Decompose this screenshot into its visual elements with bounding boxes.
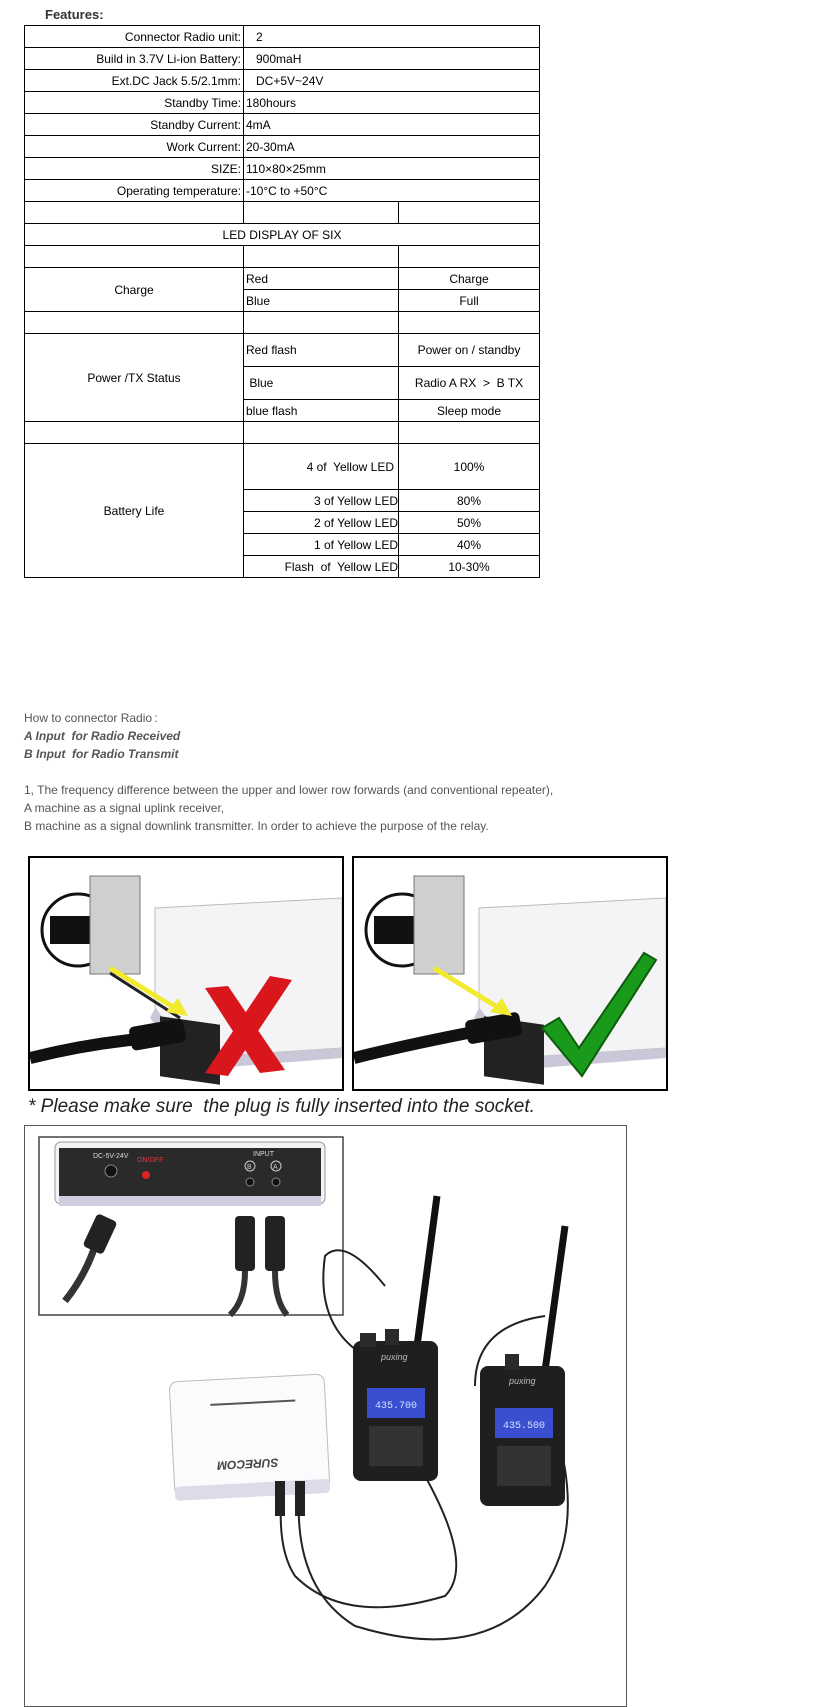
spec-label: SIZE: [25, 158, 244, 180]
led-title-row [25, 224, 540, 246]
correct-insertion-image [352, 856, 668, 1091]
spec-label: Connector Radio unit: [25, 26, 244, 48]
how-to-title: How to connector Radio : [24, 711, 158, 725]
led-color: 2 of Yellow LED [244, 512, 399, 534]
led-meaning: Full [399, 290, 540, 312]
led-meaning: Charge [399, 268, 540, 290]
led-color: blue flash [244, 400, 399, 422]
led-meaning: 10-30% [399, 556, 540, 578]
input-b-label: B [247, 1164, 252, 1171]
spec-value: 900maH [244, 48, 540, 70]
spec-value: DC+5V~24V [244, 70, 540, 92]
radio-2-brand: puxing [509, 1376, 536, 1386]
led-meaning: 50% [399, 512, 540, 534]
connection-diagram-image [24, 1125, 627, 1707]
charge-label: Charge [25, 268, 244, 312]
relay-line-1: 1, The frequency difference between the upper and lower row forwards (and conventional repeater), [24, 783, 554, 797]
led-meaning: Power on / standby [399, 334, 540, 367]
spec-value: 20-30mA [244, 136, 540, 158]
led-color: Blue [244, 290, 399, 312]
led-color: Flash of Yellow LED [244, 556, 399, 578]
led-color: Red [244, 268, 399, 290]
onoff-label: ON/OFF [137, 1157, 164, 1164]
led-meaning: Sleep mode [399, 400, 540, 422]
spec-label: Work Current: [25, 136, 244, 158]
spacer-row [25, 312, 540, 334]
battery-life-label: Battery Life [25, 444, 244, 578]
relay-line-2: A machine as a signal uplink receiver, [24, 801, 225, 815]
battery-row [25, 444, 540, 490]
charge-row [25, 268, 540, 290]
spec-label: Standby Current: [25, 114, 244, 136]
spacer-row [25, 246, 540, 268]
brand-label: SURECOM [216, 1455, 279, 1473]
how-to-connect [24, 709, 553, 835]
spec-row [25, 158, 540, 180]
input-label: INPUT [253, 1151, 274, 1158]
spec-row [25, 48, 540, 70]
led-meaning: Radio A RX > B TX [399, 367, 540, 400]
spec-value: 180hours [244, 92, 540, 114]
features-title: Features: [45, 7, 104, 22]
spec-label: Standby Time: [25, 92, 244, 114]
spec-label: Build in 3.7V Li-ion Battery: [25, 48, 244, 70]
led-color: Red flash [244, 334, 399, 367]
spec-label: Operating temperature: [25, 180, 244, 202]
plug-note: * Please make sure the plug is fully inserted into the socket. [28, 1096, 535, 1117]
power-status-label: Power /TX Status [25, 334, 244, 422]
spec-value: -10°C to +50°C [244, 180, 540, 202]
spec-row [25, 70, 540, 92]
radio-2-display: 435.500 [503, 1421, 546, 1432]
radio-1-display: 435.700 [375, 1401, 418, 1412]
spec-row [25, 180, 540, 202]
spec-table [24, 25, 540, 578]
input-a-label: A [273, 1164, 278, 1171]
led-meaning: 100% [399, 444, 540, 490]
wrong-insertion-image [28, 856, 344, 1091]
spec-value: 4mA [244, 114, 540, 136]
spacer-row [25, 202, 540, 224]
b-input-note: B Input for Radio Transmit [24, 747, 179, 761]
dc-port-label: DC-5V-24V [93, 1153, 129, 1160]
relay-line-3: B machine as a signal downlink transmitter. In order to achieve the purpose of the relay. [24, 819, 489, 833]
led-color: Blue [244, 367, 399, 400]
spec-label: Ext.DC Jack 5.5/2.1mm: [25, 70, 244, 92]
led-color: 3 of Yellow LED [244, 490, 399, 512]
led-meaning: 80% [399, 490, 540, 512]
power-row [25, 334, 540, 367]
spec-value: 110×80×25mm [244, 158, 540, 180]
spec-row [25, 26, 540, 48]
spacer-row [25, 422, 540, 444]
led-color: 1 of Yellow LED [244, 534, 399, 556]
spec-value: 2 [244, 26, 540, 48]
spec-row [25, 114, 540, 136]
led-color: 4 of Yellow LED [244, 444, 399, 490]
spec-row [25, 92, 540, 114]
led-meaning: 40% [399, 534, 540, 556]
spec-row [25, 136, 540, 158]
radio-2 [475, 1226, 565, 1506]
a-input-note: A Input for Radio Received [24, 729, 181, 743]
radio-1-brand: puxing [381, 1352, 408, 1362]
led-display-title: LED DISPLAY OF SIX [25, 224, 540, 246]
